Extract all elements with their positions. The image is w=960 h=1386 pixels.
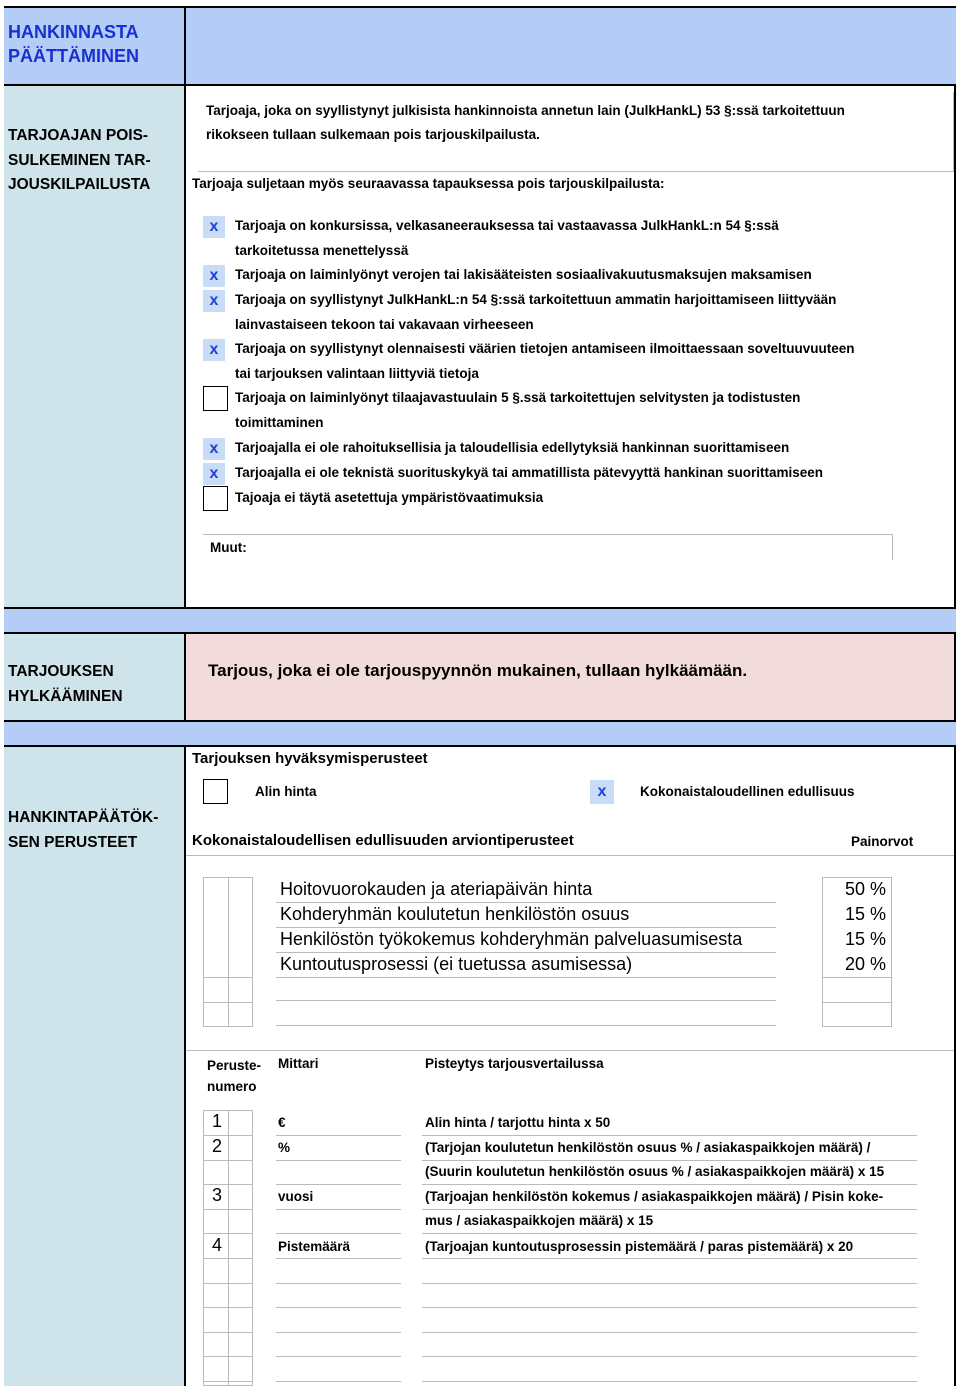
criteria-heading-rule bbox=[186, 855, 954, 856]
scoring-meter-rule bbox=[276, 1209, 401, 1210]
intro-line-1: Tarjoaja, joka on syyllistynyt julkisista hankinnoista annetun lain (JulkHankL) 53 §:ssä tarkoitettuun bbox=[206, 103, 845, 118]
criteria-heading: Kokonaistaloudellisen edullisuuden arviontiperusteet bbox=[192, 832, 574, 849]
criterion-4-text: Kuntoutusprosessi (ei tuetussa asumisessa) bbox=[280, 954, 633, 974]
criterion-2-underline bbox=[276, 927, 776, 928]
scoring-meter-rule bbox=[276, 1135, 401, 1136]
scoring-formula-rule bbox=[422, 1307, 917, 1308]
criterion-2-text: Kohderyhmän koulutetun henkilöstön osuus bbox=[280, 904, 630, 924]
item-environment: Tajoaja ei täytä asetettuja ympäristövaatimuksia bbox=[235, 490, 544, 505]
criterion-4-underline bbox=[276, 977, 776, 978]
checkbox-economic-advantage[interactable]: x bbox=[590, 780, 614, 804]
criterion-5-underline bbox=[276, 1000, 776, 1001]
item-bankruptcy-line-2: tarkoitetussa menettelyssä bbox=[235, 243, 409, 258]
scoring-2-formula-line-2: (Suurin koulutetun henkilöstön osuus % / asiakaspaikkojen määrä) x 15 bbox=[425, 1164, 885, 1179]
criterion-1-text: Hoitovuorokauden ja ateriapäivän hinta bbox=[280, 879, 593, 899]
item-taxes: Tarjoaja on laiminlyönyt verojen tai lakisääteisten sosiaalivakuutusmaksujen maksamisen bbox=[235, 267, 812, 282]
scoring-row-rule bbox=[203, 1332, 253, 1333]
checkbox-contractor-liability[interactable] bbox=[203, 386, 228, 411]
scoring-meter-rule bbox=[276, 1356, 401, 1357]
intro-line-2: rikokseen tullaan sulkemaan pois tarjouskilpailusta. bbox=[206, 127, 540, 142]
criterion-1-underline bbox=[276, 902, 776, 903]
exclusion-subheading: Tarjoaja suljetaan myös seuraavassa tapauksessa pois tarjouskilpailusta: bbox=[192, 176, 665, 191]
criteria-number-divider bbox=[228, 877, 229, 1027]
scoring-meter-header: Mittari bbox=[278, 1056, 319, 1071]
scoring-row-rule bbox=[203, 1381, 253, 1382]
sidebar-divider-award bbox=[184, 747, 186, 1386]
checkbox-lowest-price[interactable] bbox=[203, 779, 228, 804]
award-label: HANKINTAPÄÄTÖK- SEN PERUSTEET bbox=[8, 809, 159, 851]
header-top-border bbox=[4, 6, 956, 8]
page-title: HANKINNASTA PÄÄTTÄMINEN bbox=[8, 22, 139, 66]
scoring-row-rule bbox=[203, 1184, 253, 1185]
scoring-meter-rule bbox=[276, 1160, 401, 1161]
rejection-text: Tarjous, joka ei ole tarjouspyynnön mukainen, tullaan hylkäämään. bbox=[208, 661, 748, 680]
scoring-meter-rule bbox=[276, 1258, 401, 1259]
scoring-formula-rule bbox=[422, 1356, 917, 1357]
scoring-row-rule bbox=[203, 1209, 253, 1210]
item-financial: Tarjoajalla ei ole rahoituksellisia ja taloudellisia edellytyksiä hankinnan suorittamiseen bbox=[235, 440, 790, 455]
criterion-3-underline bbox=[276, 952, 776, 953]
other-label: Muut: bbox=[210, 540, 247, 555]
header-divider bbox=[184, 6, 186, 84]
scoring-formula-rule bbox=[422, 1184, 917, 1185]
scoring-formula-rule bbox=[422, 1160, 917, 1161]
weight-cell-rule-1 bbox=[822, 977, 892, 978]
scoring-4-meter: Pistemäärä bbox=[278, 1239, 351, 1254]
scoring-meter-rule bbox=[276, 1233, 401, 1234]
scoring-meter-rule bbox=[276, 1381, 401, 1382]
scoring-2-meter: % bbox=[278, 1140, 291, 1155]
rejection-label: TARJOUKSEN HYLKÄÄMINEN bbox=[8, 663, 123, 705]
scoring-row-rule bbox=[203, 1258, 253, 1259]
right-border bbox=[954, 6, 956, 1386]
scoring-formula-rule bbox=[422, 1258, 917, 1259]
criterion-4-weight: 20 % bbox=[845, 954, 887, 974]
scoring-2-number: 2 bbox=[212, 1136, 223, 1156]
other-field[interactable] bbox=[203, 534, 893, 560]
sidebar-divider-exclusion bbox=[184, 86, 186, 608]
spacer-band-1 bbox=[4, 609, 956, 632]
scoring-3-formula-line-2: mus / asiakaspaikkojen määrä) x 15 bbox=[425, 1213, 654, 1228]
item-contractor-liability-line-2: toimittaminen bbox=[235, 415, 324, 430]
scoring-formula-rule bbox=[422, 1283, 917, 1284]
criteria-cell-rule-1 bbox=[203, 977, 253, 978]
checkbox-misconduct[interactable]: x bbox=[203, 290, 225, 312]
item-technical: Tarjoajalla ei ole teknistä suorituskykyä tai ammatillista pätevyyttä hankinan suorittamiseen bbox=[235, 465, 823, 480]
criterion-3-text: Henkilöstön työkokemus kohderyhmän palveluasumisesta bbox=[280, 929, 743, 949]
scoring-4-number: 4 bbox=[212, 1235, 223, 1255]
item-contractor-liability-line-1: Tarjoaja on laiminlyönyt tilaajavastuulain 5 §.ssä tarkoitettujen selvitysten ja todistusten bbox=[235, 390, 801, 405]
scoring-number-header: Peruste- numero bbox=[207, 1058, 262, 1094]
scoring-number-divider bbox=[228, 1110, 229, 1386]
scoring-1-meter: € bbox=[278, 1115, 286, 1130]
checkbox-financial[interactable]: x bbox=[203, 438, 225, 460]
lowest-price-label: Alin hinta bbox=[255, 784, 317, 799]
criterion-2-weight: 15 % bbox=[845, 904, 887, 924]
scoring-formula-rule bbox=[422, 1135, 917, 1136]
criterion-1-weight: 50 % bbox=[845, 879, 887, 899]
weights-heading: Painorvot bbox=[851, 834, 914, 849]
scoring-row-rule bbox=[203, 1233, 253, 1234]
item-false-info-line-1: Tarjoaja on syyllistynyt olennaisesti väärien tietojen antamiseen ilmoittaessaan soveltuuvuuteen bbox=[235, 341, 855, 356]
checkbox-false-info[interactable]: x bbox=[203, 339, 225, 361]
exclusion-label: TARJOAJAN POIS- SULKEMINEN TAR- JOUSKILPAILUSTA bbox=[8, 127, 151, 193]
checkbox-bankruptcy[interactable]: x bbox=[203, 216, 225, 238]
scoring-meter-rule bbox=[276, 1332, 401, 1333]
item-bankruptcy-line-1: Tarjoaja on konkursissa, velkasaneerauksessa tai vastaavassa JulkHankL:n 54 §:ssä bbox=[235, 218, 779, 233]
scoring-row-rule bbox=[203, 1135, 253, 1136]
scoring-row-rule bbox=[203, 1356, 253, 1357]
item-false-info-line-2: tai tarjouksen valintaan liittyviä tietoja bbox=[235, 366, 479, 381]
scoring-3-number: 3 bbox=[212, 1185, 223, 1205]
scoring-formula-rule bbox=[422, 1209, 917, 1210]
scoring-formula-rule bbox=[422, 1332, 917, 1333]
item-misconduct-line-1: Tarjoaja on syyllistynyt JulkHankL:n 54 §:ssä tarkoitettuun ammatin harjoittamiseen liittyvään bbox=[235, 292, 837, 307]
scoring-top-rule bbox=[186, 1050, 954, 1051]
scoring-2-formula-line-1: (Tarjojan koulutetun henkilöstön osuus % / asiakaspaikkojen määrä) / bbox=[425, 1140, 871, 1155]
acceptance-heading: Tarjouksen hyväksymisperusteet bbox=[192, 750, 428, 767]
economic-advantage-label: Kokonaistaloudellinen edullisuus bbox=[640, 784, 855, 799]
scoring-formula-rule bbox=[422, 1381, 917, 1382]
checkbox-environment[interactable] bbox=[203, 486, 228, 511]
scoring-1-number: 1 bbox=[212, 1111, 223, 1131]
scoring-3-formula-line-1: (Tarjoajan henkilöstön kokemus / asiakaspaikkojen määrä) / Pisin koke- bbox=[425, 1189, 884, 1204]
scoring-meter-rule bbox=[276, 1283, 401, 1284]
scoring-meter-rule bbox=[276, 1184, 401, 1185]
criteria-weight-cells bbox=[822, 877, 892, 1027]
scoring-4-formula: (Tarjoajan kuntoutusprosessin pistemäärä / paras pistemäärä) x 20 bbox=[425, 1239, 854, 1254]
checkbox-technical[interactable]: x bbox=[203, 463, 225, 485]
scoring-3-meter: vuosi bbox=[278, 1189, 314, 1204]
weight-cell-rule-2 bbox=[822, 1002, 892, 1003]
scoring-formula-rule bbox=[422, 1233, 917, 1234]
scoring-row-rule bbox=[203, 1307, 253, 1308]
item-misconduct-line-2: lainvastaiseen tekoon tai vakavaan virheeseen bbox=[235, 317, 534, 332]
scoring-formula-header: Pisteytys tarjousvertailussa bbox=[425, 1056, 604, 1071]
criterion-3-weight: 15 % bbox=[845, 929, 887, 949]
scoring-row-rule bbox=[203, 1160, 253, 1161]
criterion-6-underline bbox=[276, 1025, 776, 1026]
spacer-band-2 bbox=[4, 722, 956, 745]
criteria-cell-rule-2 bbox=[203, 1002, 253, 1003]
scoring-meter-rule bbox=[276, 1307, 401, 1308]
checkbox-taxes[interactable]: x bbox=[203, 265, 225, 287]
scoring-1-formula: Alin hinta / tarjottu hinta x 50 bbox=[425, 1115, 611, 1130]
scoring-row-rule bbox=[203, 1283, 253, 1284]
